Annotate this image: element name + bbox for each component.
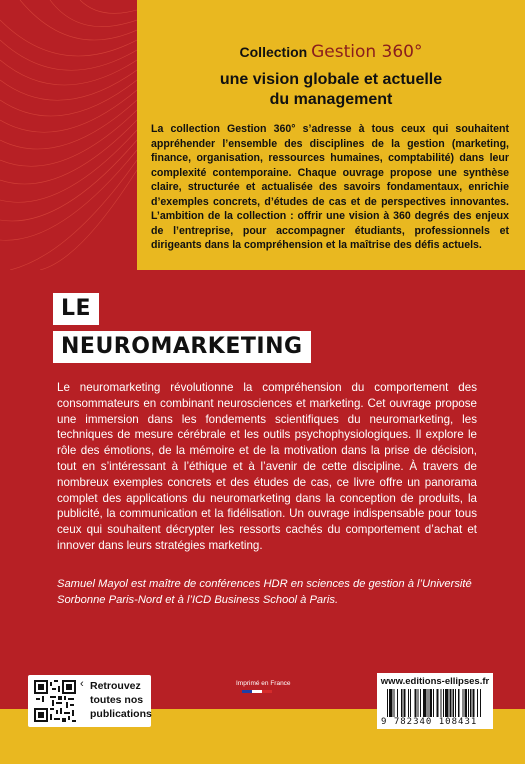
chevron-left-icon: ‹ [80,678,84,690]
title-line-1: LE [53,293,99,325]
french-flag-icon [242,690,272,693]
qr-card[interactable] [28,675,151,727]
qr-code-icon[interactable] [34,680,76,722]
tagline-line-1: une vision globale et actuelle [219,71,443,88]
author-note: Samuel Mayol est maître de conférences HDR en sciences de gestion à l’Université Sorbonne Paris-Nord et à l’ICD Business School à Paris. [57,578,472,606]
website-link[interactable]: www.editions-ellipses.fr [380,676,490,687]
imprint-label: Imprimé en France [236,680,291,687]
collection-panel [137,0,525,270]
isbn-number: 9 782340 108431 [381,717,478,727]
collection-description: La collection Gestion 360° s’adresse à tous ceux qui souhaitent appréhender l’ensemble des disciplines de la gestion (marketing, finance, organisation, ressources humaines, comptabilité) dans leur complexité contemporaine. Chaque ouvrage propose une synthèse claire, structurée et actualisée des savoirs fondamentaux, enrichie d’exemples concrets, d’études de cas et de perspectives innovantes. L’ambition de la collection : offrir une vision à 360 degrés des enjeux de l’entreprise, pour accompagner étudiants, professionnels et dirigeants dans la compréhension et la maîtrise des défis actuels. [151,123,509,251]
decorative-lines [0,0,137,270]
title-line-2: NEUROMARKETING [53,331,311,363]
collection-tagline [137,70,525,110]
barcode-card [377,673,493,729]
qr-label: Retrouvez toutes nos publications [90,680,152,720]
collection-name: Gestion 360° [311,42,423,62]
barcode-icon [387,689,491,717]
book-summary: Le neuromarketing révolutionne la compréhension du comportement des consommateurs en combinant neurosciences et marketing. Cet ouvrage propose une immersion dans les fondements scientifiques du neuromarketing, les techniques de mesure cérébrale et les outils psychophysiologiques. Il explore le rôle des émotions, de la mémoire et de la motivation dans la prise de décision, tout en s’intéressant à l’éthique et à l’avenir de cette discipline. À travers de nombreux exemples concrets et des études de cas, ce livre offre un panorama complet des applications du neuromarketing dans la conception de produits, la publicité, la communication et la fidélisation. Un ouvrage indispensable pour tous ceux qui souhaitent décrypter les ressorts cachés du comportement d’achat et innover dans leurs stratégies marketing. [57,381,477,552]
tagline-line-2: du management [269,91,393,108]
collection-prefix: Collection [239,44,308,60]
collection-title [137,42,525,62]
